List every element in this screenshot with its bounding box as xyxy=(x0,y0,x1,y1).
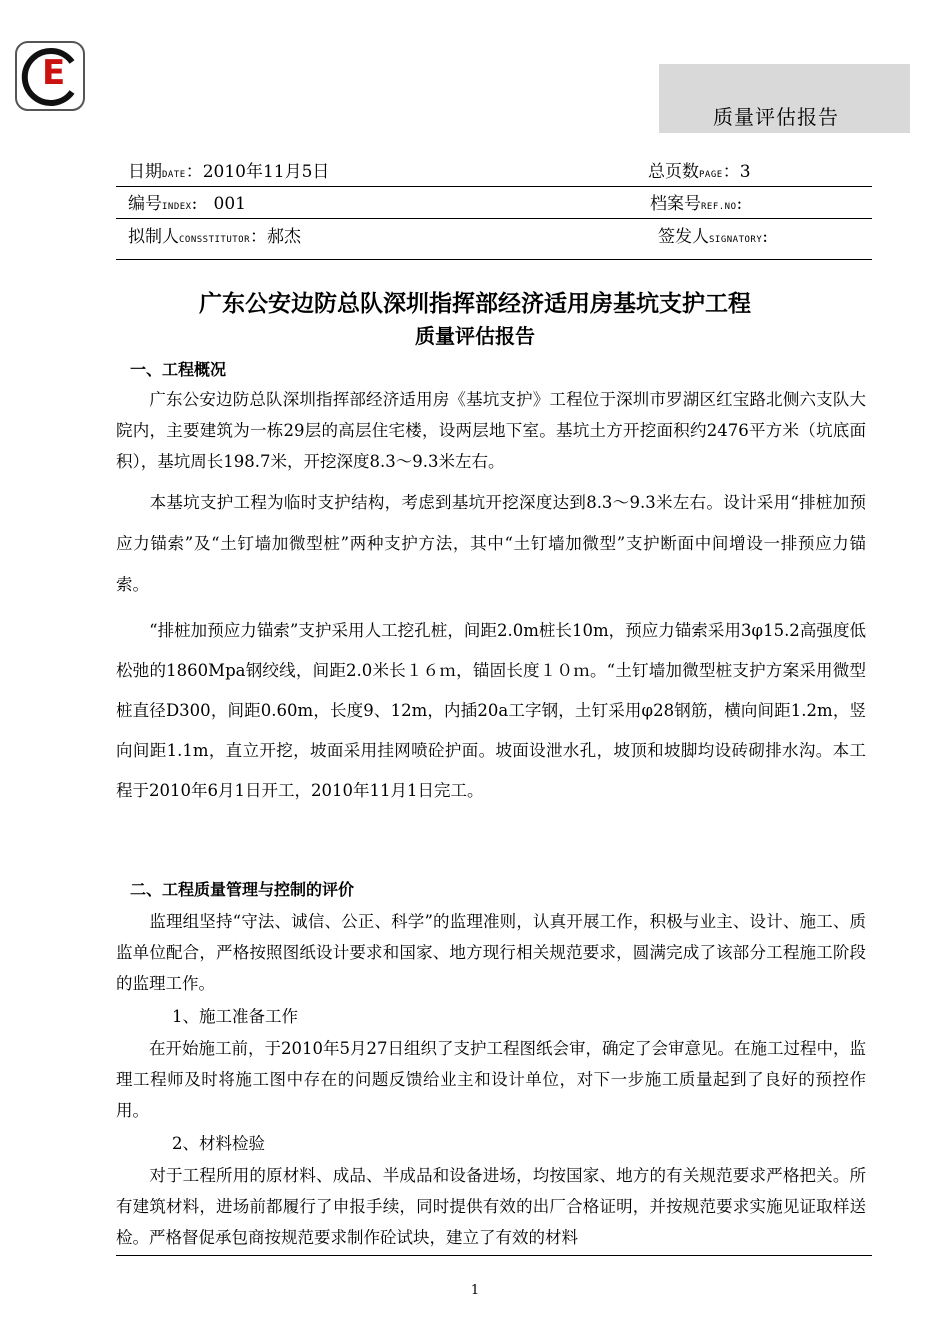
company-logo xyxy=(14,40,86,112)
index-sub: INDEX xyxy=(162,202,192,212)
meta-row-author: 拟制人CONSSTITUTOR：郝杰 签发人SIGNATORY: xyxy=(116,220,872,260)
pages-label: 总页数 xyxy=(648,162,699,182)
section1-paragraph1: 广东公安边防总队深圳指挥部经济适用房《基坑支护》工程位于深圳市罗湖区红宝路北侧六支队大院内，主要建筑为一栋29层的高层住宅楼，设两层地下室。基坑土方开挖面积约2476平方米（坑底面积），基坑周长198.7米，开挖深度8.3～9.3米左右。 xyxy=(116,390,866,471)
author-sub: CONSSTITUTOR xyxy=(179,235,251,245)
subsection-material-inspection: 2、材料检验 xyxy=(172,1134,265,1153)
meta-row-date: 日期DATE：2010年11月5日 总页数PAGE：3 xyxy=(116,155,872,187)
pages-sub: PAGE xyxy=(699,170,723,180)
subsection-construction-prep: 1、施工准备工作 xyxy=(172,1007,298,1026)
signer-label: 签发人 xyxy=(658,227,709,247)
section1-paragraph3: “排桩加预应力锚索”支护采用人工挖孔桩，间距2.0m桩长10m，预应力锚索采用3φ15.2高强度低松弛的1860Mpa钢绞线，间距2.0米长１６ｍ，锚固长度１０ｍ。“土钉墙加微型桩支护方案采用微型桩直径D300，间距0.60m，长度9、12m，内插20a工字钢，土钉采用φ28钢筋，横向间距1.2m，竖向间距1.1m，直立开挖，坡面采用挂网喷砼护面。坡面设泄水孔，坡顶和坡脚均设砖砌排水沟。本工程于2010年6月1日开工，2010年11月1日完工。 xyxy=(116,621,866,800)
section2-paragraph2: 在开始施工前，于2010年5月27日组织了支护工程图纸会审，确定了会审意见。在施工过程中，监理工程师及时将施工图中存在的问题反馈给业主和设计单位，对下一步施工质量起到了良好的预控作用。 xyxy=(116,1039,866,1120)
date-label: 日期 xyxy=(128,162,162,182)
section1-paragraph2: 本基坑支护工程为临时支护结构，考虑到基坑开挖深度达到8.3～9.3米左右。设计采用“排桩加预应力锚索”及“土钉墙加微型桩”两种支护方法，其中“土钉墙加微型”支护断面中间增设一排预应力锚索。 xyxy=(116,493,866,594)
pages-value: 3 xyxy=(739,162,751,182)
index-value: 001 xyxy=(213,194,246,214)
section2-paragraph3: 对于工程所用的原材料、成品、半成品和设备进场，均按国家、地方的有关规范要求严格把关。所有建筑材料，进场前都履行了申报手续，同时提供有效的出厂合格证明，并按规范要求实施见证取样送检。严格督促承包商按规范要求制作砼试块，建立了有效的材料 xyxy=(116,1166,866,1247)
section2-heading: 二、工程质量管理与控制的评价 xyxy=(130,880,355,899)
index-label: 编号 xyxy=(128,194,162,214)
author-value: 郝杰 xyxy=(267,227,302,247)
doc-title-line1: 广东公安边防总队深圳指挥部经济适用房基坑支护工程 xyxy=(199,291,751,317)
author-label: 拟制人 xyxy=(128,227,179,247)
section2-paragraph1: 监理组坚持“守法、诚信、公正、科学”的监理准则，认真开展工作，积极与业主、设计、施工、质监单位配合，严格按照图纸设计要求和国家、地方现行相关规范要求，圆满完成了该部分工程施工阶段的监理工作。 xyxy=(116,912,866,993)
ref-sub: REF.NO xyxy=(701,202,737,212)
signer-sub: SIGNATORY xyxy=(709,235,763,245)
logo-letter: E xyxy=(42,53,66,93)
report-label: 质量评估报告 xyxy=(713,105,839,129)
bottom-divider xyxy=(116,1255,872,1256)
date-sub: DATE xyxy=(162,170,186,180)
meta-row-index: 编号INDEX: 001 档案号REF.NO: xyxy=(116,187,872,219)
doc-title-line2: 质量评估报告 xyxy=(415,324,535,348)
page-number: 1 xyxy=(470,1283,480,1298)
ref-label: 档案号 xyxy=(650,194,701,214)
section1-heading: 一、工程概况 xyxy=(130,360,227,379)
report-label-box xyxy=(659,64,910,133)
date-value: 2010年11月5日 xyxy=(202,162,330,182)
